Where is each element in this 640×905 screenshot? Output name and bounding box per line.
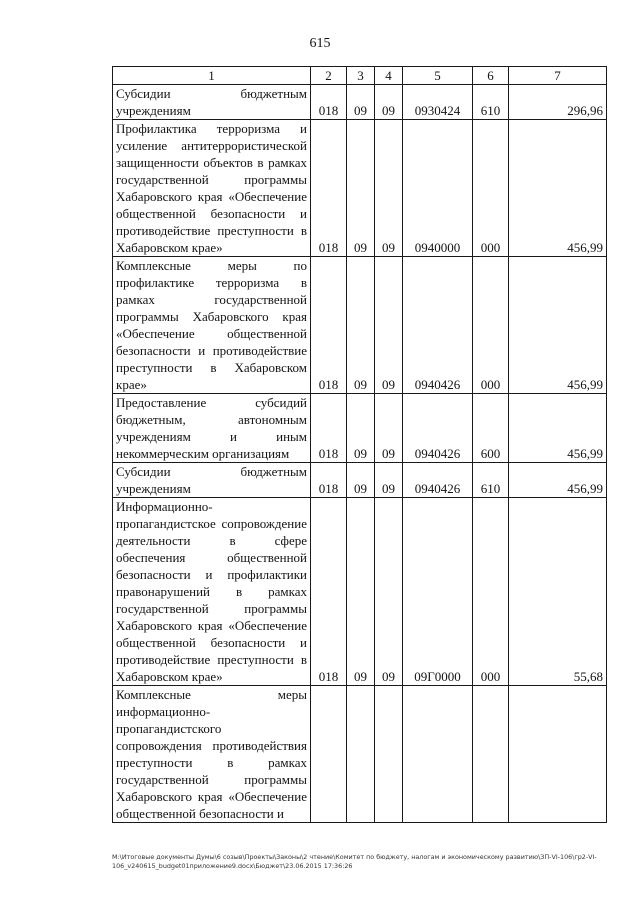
budget-table <box>112 66 607 823</box>
table-header-row <box>113 67 607 85</box>
expense-type-code: 600 <box>473 394 509 463</box>
section-code: 09 <box>347 394 375 463</box>
amount: 456,99 <box>509 120 607 257</box>
section-code: 09 <box>347 257 375 394</box>
subsection-code: 09 <box>375 498 403 686</box>
file-path-footer: M:\Итоговые документы Думы\6 созыв\Проекты\Законы\2 чтение\Комитет по бюджету, налогам и экономическому развитию\ЗП-VI-106\гр2-VI-106_v240615_budget01приложение9.docx\Бюджет\23.06.2015 17:36:26 <box>112 853 597 870</box>
ministry-code: 018 <box>311 498 347 686</box>
target-article-code: 09Г0000 <box>403 498 473 686</box>
expense-type-code: 000 <box>473 257 509 394</box>
subsection-code <box>375 686 403 823</box>
table-row <box>113 257 607 394</box>
ministry-code <box>311 686 347 823</box>
amount <box>509 686 607 823</box>
expense-type-code: 000 <box>473 498 509 686</box>
table-row <box>113 85 607 120</box>
section-code: 09 <box>347 498 375 686</box>
item-name: Субсидии бюджетным учреждениям <box>113 85 311 120</box>
amount: 456,99 <box>509 394 607 463</box>
item-name: Комплексные меры информационно-пропагандистского сопровождения противодействия преступности в рамках государственной программы Хабаровского края «Обеспечение общественной безопасности и <box>113 686 311 823</box>
section-code: 09 <box>347 85 375 120</box>
section-code: 09 <box>347 463 375 498</box>
expense-type-code: 610 <box>473 85 509 120</box>
ministry-code: 018 <box>311 257 347 394</box>
amount: 456,99 <box>509 463 607 498</box>
item-name: Информационно-пропагандистское сопровождение деятельности в сфере обеспечения общественной безопасности и профилактики правонарушений в рамках государственной программы Хабаровского края «Обеспечение общественной безопасности и противодействие преступности в Хабаровском крае» <box>113 498 311 686</box>
target-article-code: 0940426 <box>403 394 473 463</box>
target-article-code: 0940426 <box>403 463 473 498</box>
item-name: Комплексные меры по профилактике терроризма в рамках государственной программы Хабаровского края «Обеспечение общественной безопасности и противодействие преступности в Хабаровском крае» <box>113 257 311 394</box>
target-article-code: 0940426 <box>403 257 473 394</box>
subsection-code: 09 <box>375 394 403 463</box>
column-header: 3 <box>347 67 375 85</box>
item-name: Субсидии бюджетным учреждениям <box>113 463 311 498</box>
target-article-code <box>403 686 473 823</box>
table-row <box>113 463 607 498</box>
column-header: 4 <box>375 67 403 85</box>
column-header: 1 <box>113 67 311 85</box>
section-code: 09 <box>347 120 375 257</box>
table-row <box>113 498 607 686</box>
ministry-code: 018 <box>311 463 347 498</box>
expense-type-code <box>473 686 509 823</box>
amount: 296,96 <box>509 85 607 120</box>
expense-type-code: 610 <box>473 463 509 498</box>
page-number: 615 <box>309 36 331 51</box>
column-header: 2 <box>311 67 347 85</box>
target-article-code: 0940000 <box>403 120 473 257</box>
table-row <box>113 120 607 257</box>
ministry-code: 018 <box>311 85 347 120</box>
item-name: Профилактика терроризма и усиление антитеррористической защищенности объектов в рамках государственной программы Хабаровского края «Обеспечение общественной безопасности и противодействие преступности в Хабаровском крае» <box>113 120 311 257</box>
subsection-code: 09 <box>375 463 403 498</box>
section-code <box>347 686 375 823</box>
subsection-code: 09 <box>375 257 403 394</box>
amount: 456,99 <box>509 257 607 394</box>
expense-type-code: 000 <box>473 120 509 257</box>
target-article-code: 0930424 <box>403 85 473 120</box>
amount: 55,68 <box>509 498 607 686</box>
subsection-code: 09 <box>375 85 403 120</box>
table-row <box>113 686 607 823</box>
column-header: 6 <box>473 67 509 85</box>
table-row <box>113 394 607 463</box>
subsection-code: 09 <box>375 120 403 257</box>
item-name: Предоставление субсидий бюджетным, автономным учреждениям и иным некоммерческим организациям <box>113 394 311 463</box>
column-header: 5 <box>403 67 473 85</box>
ministry-code: 018 <box>311 394 347 463</box>
ministry-code: 018 <box>311 120 347 257</box>
column-header: 7 <box>509 67 607 85</box>
